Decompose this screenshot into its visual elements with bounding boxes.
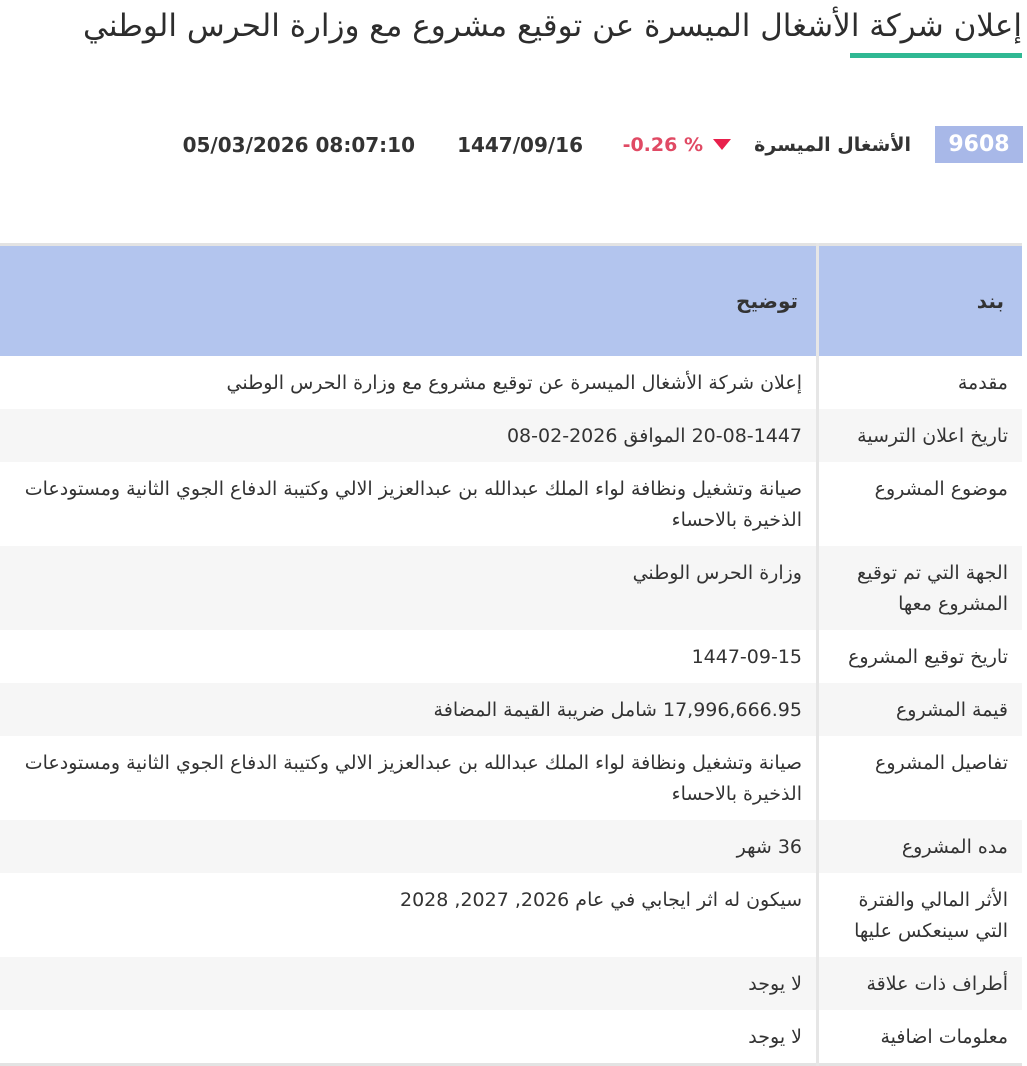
table-row <box>0 683 1022 736</box>
table-row <box>0 630 1022 683</box>
row-item: معلومات اضافية <box>818 1010 1023 1065</box>
header-item: بند <box>818 245 1023 357</box>
row-value: لا يوجد <box>0 957 818 1010</box>
row-item: تفاصيل المشروع <box>818 736 1023 820</box>
gregorian-datetime: 05/03/2026 08:07:10 <box>182 132 415 157</box>
row-value: صيانة وتشغيل ونظافة لواء الملك عبدالله بن عبدالعزيز الالي وكتيبة الدفاع الجوي الثانية ومستودعات الذخيرة بالاحساء <box>24 752 802 805</box>
page-title: إعلان شركة الأشغال الميسرة عن توقيع مشروع مع وزارة الحرس الوطني <box>83 8 1022 44</box>
table-row <box>0 462 1022 546</box>
table-header-row <box>0 245 1022 357</box>
page-header <box>0 0 1022 46</box>
row-value: سيكون له اثر ايجابي في عام 2026, 2027, 2028 <box>400 889 802 911</box>
down-arrow-icon <box>713 139 731 150</box>
row-item: الجهة التي تم توقيع المشروع معها <box>818 546 1023 630</box>
row-item: قيمة المشروع <box>818 683 1023 736</box>
table-row <box>0 820 1022 873</box>
row-value: لا يوجد <box>748 1026 802 1048</box>
table-row <box>0 873 1022 957</box>
row-item: مقدمة <box>818 356 1023 409</box>
price-change-value: -0.26 % <box>622 133 703 156</box>
row-value: 17,996,666.95 شامل ضريبة القيمة المضافة <box>0 683 818 736</box>
announcement-details-table <box>0 243 1022 1066</box>
row-item: موضوع المشروع <box>818 462 1023 546</box>
company-name[interactable]: الأشغال الميسرة <box>754 133 911 156</box>
row-item: أطراف ذات علاقة <box>818 957 1023 1010</box>
table-row <box>0 546 1022 630</box>
row-item: مده المشروع <box>818 820 1023 873</box>
row-value: 36 شهر <box>0 820 818 873</box>
table-row <box>0 957 1022 1010</box>
row-value: وزارة الحرس الوطني <box>0 546 818 630</box>
stock-code-badge[interactable]: 9608 <box>935 126 1023 163</box>
table-row <box>0 356 1022 409</box>
table-row <box>0 409 1022 462</box>
hijri-date: 1447/09/16 <box>457 132 583 157</box>
row-value: إعلان شركة الأشغال الميسرة عن توقيع مشروع مع وزارة الحرس الوطني <box>226 372 802 394</box>
header-description: توضيح <box>0 245 818 357</box>
table-row <box>0 1010 1022 1065</box>
stock-info-bar <box>0 126 1023 163</box>
row-item: تاريخ توقيع المشروع <box>818 630 1023 683</box>
row-value: 20-08-1447 الموافق 2026-02-08 <box>0 409 818 462</box>
table-row <box>0 736 1022 820</box>
title-underline <box>850 53 1022 58</box>
row-item: الأثر المالي والفترة التي سينعكس عليها <box>818 873 1023 957</box>
price-change <box>623 126 731 163</box>
row-item: تاريخ اعلان الترسية <box>818 409 1023 462</box>
row-value: 1447-09-15 <box>691 646 802 668</box>
row-value: صيانة وتشغيل ونظافة لواء الملك عبدالله بن عبدالعزيز الالي وكتيبة الدفاع الجوي الثانية ومستودعات الذخيرة بالاحساء <box>24 478 802 531</box>
